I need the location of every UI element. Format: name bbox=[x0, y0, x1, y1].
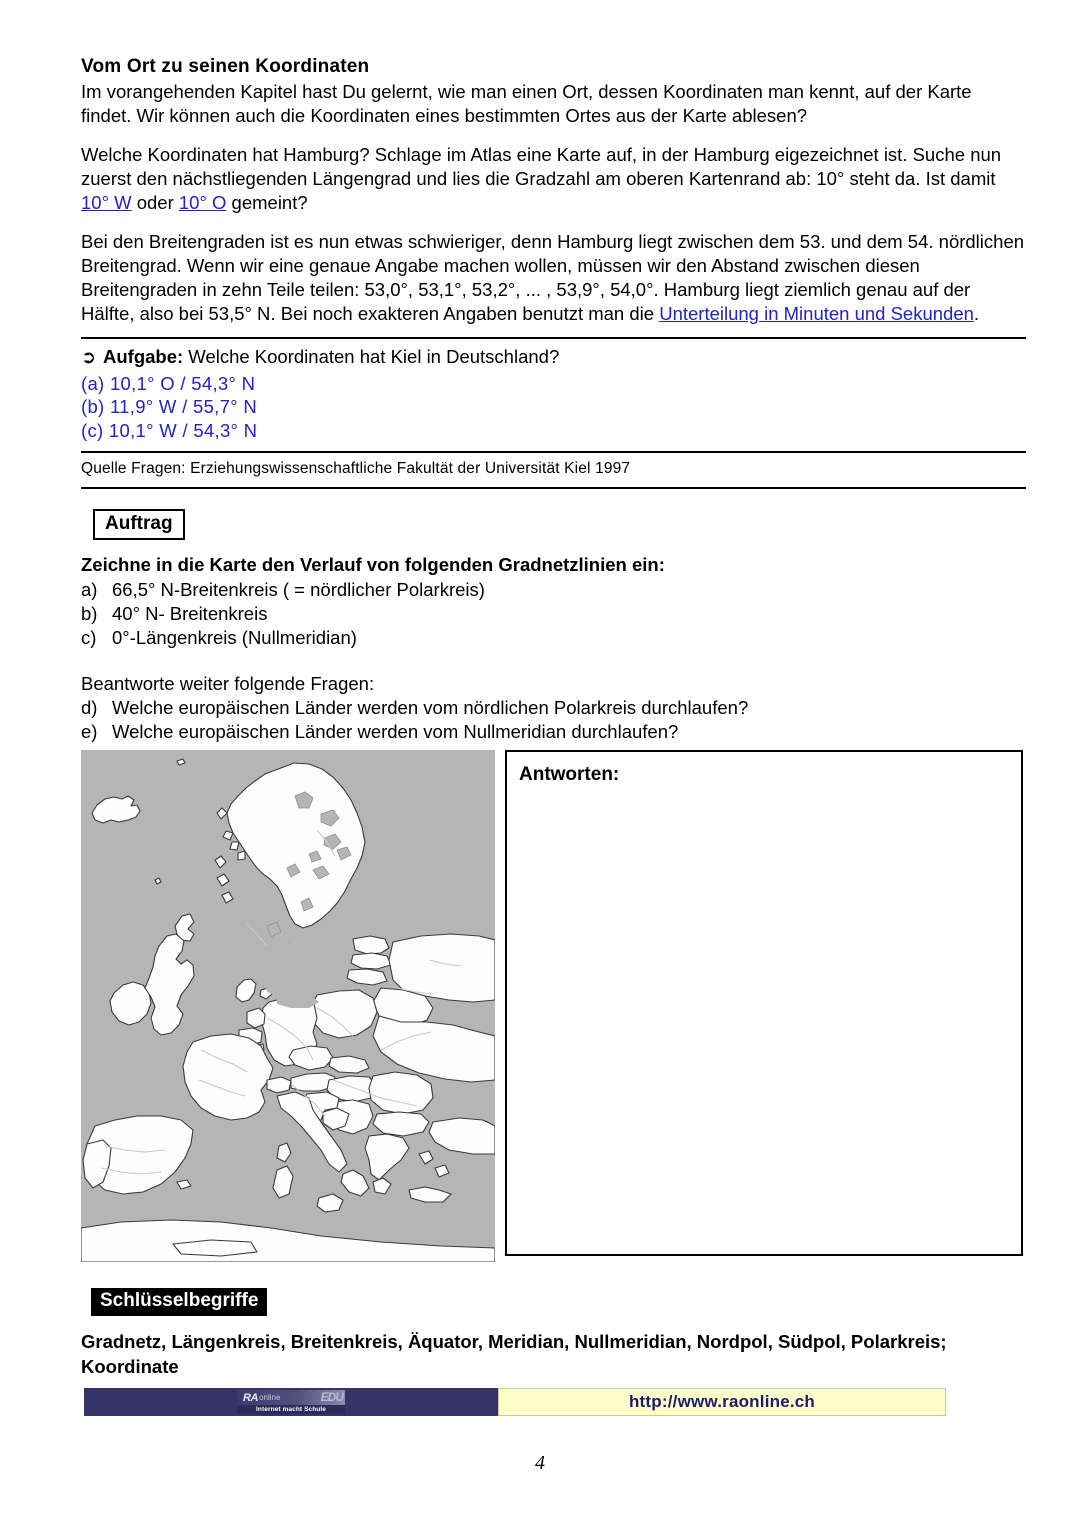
intro-paragraph-3 bbox=[81, 230, 1026, 326]
answer-box-label: Antworten: bbox=[519, 764, 620, 786]
figure-area bbox=[81, 750, 1026, 1262]
auftrag-item-c bbox=[81, 626, 1026, 650]
intro-paragraph-2 bbox=[81, 143, 1026, 215]
auftrag-badge: Auftrag bbox=[93, 509, 185, 540]
paragraph3-text-part1: Bei den Breitengraden ist es nun etwas schwieriger, denn Hamburg liegt zwischen dem 53. und dem 54. nördlichen Breitengrad. Wenn wir eine genaue Angabe machen wollen, müssen wir den Abstand zwischen diesen Breitengraden in zehn Teile teilen: 53,0°, 53,1°, 53,2°, ... , 53,9°, 54,0°. Hamburg liegt ziemlich genau auf der Hälfte, also bei 53,5° N. Bei noch exakteren Angaben benutzt man die bbox=[81, 231, 1025, 325]
auftrag-item-e bbox=[81, 720, 1026, 744]
footer-url-text[interactable]: http://www.raonline.ch bbox=[628, 1392, 816, 1411]
auftrag-item-b-marker: b) bbox=[81, 603, 98, 625]
logo-top-band bbox=[237, 1390, 345, 1405]
paragraph2-text-part2: gemeint? bbox=[226, 192, 308, 214]
aufgabe-question-line bbox=[81, 345, 1026, 369]
logo-ra-text: RA bbox=[243, 1391, 259, 1404]
divider-below-source bbox=[81, 487, 1026, 489]
auftrag-questions-intro bbox=[81, 672, 1026, 696]
auftrag-item-e-text: Welche europäischen Länder werden vom Nullmeridian durchlaufen? bbox=[112, 721, 679, 743]
logo-online-text: online bbox=[259, 1393, 281, 1402]
footer-url-area[interactable] bbox=[498, 1388, 946, 1416]
auftrag-item-c-marker: c) bbox=[81, 627, 97, 649]
auftrag-item-d bbox=[81, 696, 1026, 720]
auftrag-item-d-marker: d) bbox=[81, 697, 98, 719]
auftrag-heading: Zeichne in die Karte den Verlauf von folgenden Gradnetzlinien ein: bbox=[81, 553, 665, 575]
footer-bar bbox=[84, 1388, 946, 1416]
paragraph2-text-mid: oder bbox=[131, 192, 179, 214]
auftrag-item-a-marker: a) bbox=[81, 578, 98, 600]
auftrag-item-a-text: 66,5° N-Breitenkreis ( = nördlicher Polarkreis) bbox=[112, 578, 485, 600]
aufgabe-option-b[interactable]: (b) 11,9° W / 55,7° N bbox=[81, 396, 258, 418]
aufgabe-option-a[interactable]: (a) 10,1° O / 54,3° N bbox=[81, 372, 256, 394]
link-10-grad-ost[interactable]: 10° O bbox=[178, 192, 227, 214]
raonline-logo bbox=[237, 1390, 345, 1414]
arrow-icon: ➲ bbox=[81, 347, 97, 368]
auftrag-item-b bbox=[81, 602, 1026, 626]
document-content bbox=[81, 56, 1026, 1379]
answer-box[interactable] bbox=[505, 750, 1023, 1256]
page-title: Vom Ort zu seinen Koordinaten bbox=[81, 56, 370, 77]
paragraph2-text-part1: Welche Koordinaten hat Hamburg? Schlage im Atlas eine Karte auf, in der Hamburg eigezeichnet ist. Suche nun zuerst den nächstliegenden Längengrad und lies die Gradzahl am oberen Kartenrand ab: 10° steht da. Ist damit bbox=[81, 144, 1002, 190]
europe-map[interactable] bbox=[81, 750, 495, 1262]
link-10-grad-west[interactable]: 10° W bbox=[81, 192, 132, 214]
europe-map-svg bbox=[81, 750, 495, 1262]
paragraph3-text-part2: . bbox=[973, 303, 980, 325]
aufgabe-option-c[interactable]: (c) 10,1° W / 54,3° N bbox=[81, 420, 258, 442]
intro-paragraph-1: Im vorangehenden Kapitel hast Du gelernt, wie man einen Ort, dessen Koordinaten man kennt, auf der Karte findet. Wir können auch die Koordinaten eines bestimmten Ortes aus der Karte ablesen? bbox=[81, 81, 972, 127]
logo-tagline: Internet macht Schule bbox=[237, 1405, 345, 1414]
aufgabe-question-text: Welche Koordinaten hat Kiel in Deutschland? bbox=[183, 346, 560, 368]
divider-above-source bbox=[81, 451, 1026, 453]
auftrag-item-d-text: Welche europäischen Länder werden vom nördlichen Polarkreis durchlaufen? bbox=[112, 697, 749, 719]
link-unterteilung-minuten-sekunden[interactable]: Unterteilung in Minuten und Sekunden bbox=[659, 303, 974, 325]
footer-logo-area bbox=[84, 1388, 498, 1416]
logo-edu-text: EDU bbox=[320, 1390, 343, 1404]
keywords-badge: Schlüsselbegriffe bbox=[91, 1288, 267, 1316]
auftrag-item-e-marker: e) bbox=[81, 721, 98, 743]
divider-above-aufgabe bbox=[81, 337, 1026, 339]
auftrag-item-c-text: 0°-Längenkreis (Nullmeridian) bbox=[112, 627, 357, 649]
source-citation: Quelle Fragen: Erziehungswissenschaftliche Fakultät der Universität Kiel 1997 bbox=[81, 459, 631, 477]
aufgabe-label: Aufgabe: bbox=[103, 346, 184, 368]
auftrag-item-b-text: 40° N- Breitenkreis bbox=[112, 603, 268, 625]
list-spacer bbox=[81, 650, 1026, 672]
page-number: 4 bbox=[535, 1452, 545, 1474]
auftrag-item-a bbox=[81, 578, 1026, 602]
auftrag-questions-intro-text: Beantworte weiter folgende Fragen: bbox=[81, 673, 375, 695]
keywords-terms: Gradnetz, Längenkreis, Breitenkreis, Äquator, Meridian, Nullmeridian, Nordpol, Südpol, Polarkreis; Koordinate bbox=[81, 1331, 947, 1377]
